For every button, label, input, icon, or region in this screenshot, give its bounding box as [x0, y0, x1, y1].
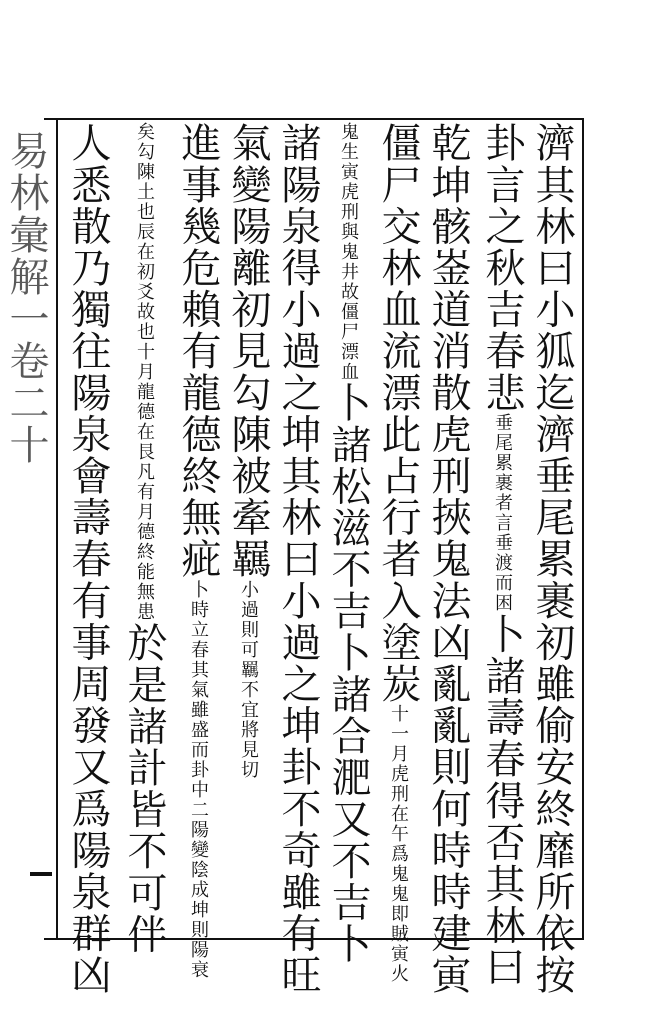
- column-text: 氣變陽離初見勾陳被牽羈: [225, 122, 271, 580]
- annotation-pair: [189, 580, 208, 980]
- annotation-line: 爲鬼鬼即賊寅火: [388, 844, 409, 985]
- column-text: 僵尸交林血流漂此占行者入塗炭: [375, 122, 421, 705]
- annotation-pair: [339, 122, 358, 382]
- page-fold-margin: [0, 120, 60, 950]
- column-text: 乾坤骸崟道消散虎刑挾鬼法凶亂亂則何時時建寅: [425, 122, 471, 996]
- fold-label: 易林彙解一卷二十: [3, 130, 49, 466]
- column-text-tail: 於是諸計皆不可伴: [121, 622, 167, 955]
- annotation-pair: [389, 704, 408, 984]
- text-column-7: [226, 122, 270, 780]
- annotation-line: 鬼生寅虎刑與鬼: [338, 122, 359, 262]
- text-column-8: [176, 122, 220, 980]
- text-column-1: [530, 122, 574, 996]
- annotation-line: 月龍德在艮凡有月德終能無患: [134, 362, 155, 622]
- annotation-pair: [239, 580, 258, 780]
- annotation-line: 中二陽變陰成坤則陽衰: [188, 779, 209, 980]
- text-column-3: [426, 122, 470, 996]
- annotation-pair: [135, 122, 154, 622]
- frame-top-border: [44, 118, 584, 120]
- annotation-line: 井故僵尸漂血: [338, 262, 359, 382]
- fold-mark: [30, 872, 52, 876]
- text-column-9: [122, 122, 166, 955]
- text-column-5: [326, 122, 370, 964]
- text-column-4: [376, 122, 420, 984]
- text-column-6: [276, 122, 320, 996]
- column-text: 濟其林曰小狐迄濟垂尾累裹初雖偷安終靡所依按: [529, 122, 575, 996]
- annotation-line: 小過則可羈不宜將見切: [238, 579, 259, 780]
- column-text: 卦言之秋吉春悲: [479, 122, 525, 414]
- annotation-line: 垂尾累裹者: [492, 413, 513, 514]
- annotation-line: 卜時立春其氣雖盛而卦: [188, 579, 209, 780]
- column-text: 進事幾危賴有龍德終無疵: [175, 122, 221, 580]
- column-text-tail: 卜諸松滋不吉卜諸合淝又不吉卜: [325, 382, 371, 965]
- annotation-pair: [493, 413, 512, 613]
- annotation-line: 矣勾陳土也辰在初爻故也十: [134, 122, 155, 362]
- fold-line: [56, 120, 58, 938]
- text-column-10: [66, 122, 110, 996]
- annotation-line: 言垂渡而困: [492, 513, 513, 614]
- column-text: 人悉散乃獨往陽泉會壽春有事周發又爲陽泉群凶: [65, 122, 111, 996]
- column-text: 諸陽泉得小過之坤其林曰小過之坤卦不奇雖有旺: [275, 122, 321, 996]
- annotation-line: 十一月虎刑在午: [388, 704, 409, 845]
- text-column-2: [480, 122, 524, 988]
- frame-right-border: [582, 118, 584, 940]
- column-text-tail: 卜諸壽春得否其林曰: [479, 613, 525, 988]
